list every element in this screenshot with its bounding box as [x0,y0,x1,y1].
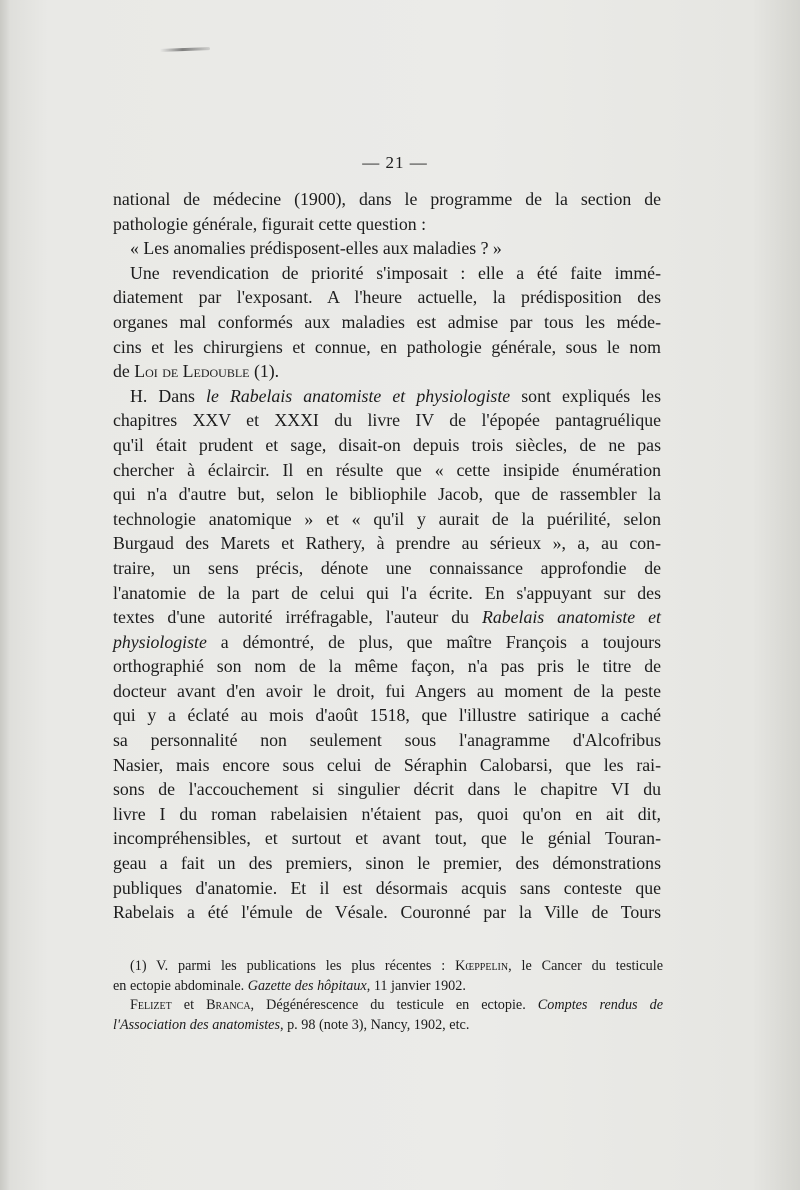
ink-smudge-mark [160,47,210,52]
author-name: Felizet [130,997,172,1013]
text-segment: , p. 98 (note 3), Nancy, 1902, etc. [279,1016,470,1033]
text-line: cins et les chirurgiens et connue, en pathologie générale, sous le nom [113,336,661,357]
text-line: national de médecine (1900), dans le programme de la section de [113,189,661,209]
text-segment: , 11 janvier 1902. [366,977,466,994]
text-segment: H. Dans [130,385,207,406]
text-segment: a démontré, de plus, que maître François a toujours [206,631,661,652]
footnote-line [113,996,663,1016]
text-line [113,359,661,384]
body-text [113,187,661,925]
book-title: physiologiste [113,631,207,652]
text-line: publiques d'anatomie. Et il est désormais acquis sans conteste que [113,877,661,898]
book-title: Rabelais anatomiste et [481,607,661,628]
text-line: chercher à éclaircir. Il en résulte que « cette insipide énumération [113,459,661,480]
text-line: livre I du roman rabelaisien n'étaient pas, quoi qu'on en ait dit, [113,803,661,824]
text-line: Rabelais a été l'émule de Vésale. Couronné par la Ville de Tours [113,902,661,923]
text-line: traire, un sens précis, dénote une connaissance approfondie de [113,557,661,578]
journal-title: l'Association des anatomistes [113,1016,280,1033]
text-line: orthographié son nom de la même façon, n'a pas pris le titre de [113,656,661,677]
page-number: — 21 — [362,153,428,172]
text-line: sons de l'accouchement si singulier décrit dans le chapitre VI du [113,779,661,800]
text-line: qui y a éclaté au mois d'août 1518, que l'illustre satirique a caché [113,705,661,726]
footnote-line [113,957,663,977]
text-segment: de [113,361,135,382]
text-line: geau a fait un des premiers, sinon le premier, des démonstrations [113,853,661,874]
text-line: pathologie générale, figurait cette question : [113,213,427,234]
journal-title: Gazette des hôpitaux [247,977,367,994]
footnote-line [113,977,663,997]
text-line: qu'il était prudent et sage, disait-on depuis trois siècles, de ne pas [113,434,661,455]
text-line [113,630,661,655]
text-line [113,384,661,409]
journal-title: Comptes rendus de [537,997,663,1013]
text-line: incompréhensibles, et surtout et avant tout, que le génial Touran- [113,828,661,849]
text-segment: (1). [249,361,280,382]
author-name: Branca [206,997,251,1013]
text-segment: en ectopie abdominale. [113,977,248,994]
text-line: « Les anomalies prédisposent-elles aux maladies ? » [130,238,502,259]
text-line: qui n'a d'autre but, selon le bibliophile Jacob, que de rassembler la [113,484,661,505]
text-line: Burgaud des Marets et Rathery, à prendre au sérieux », a, au con- [113,533,661,554]
book-title: le Rabelais anatomiste et physiologiste [206,385,511,406]
text-segment: sont expliqués les [510,385,661,406]
page-edge-shadow [0,0,10,1190]
text-line: technologie anatomique » et « qu'il y aurait de la puérilité, selon [113,508,661,529]
footnote-line [113,1016,663,1036]
text-segment: , le Cancer du testicule [508,958,663,974]
text-line: diatement par l'exposant. A l'heure actuelle, la prédisposition des [113,287,661,308]
law-name: Loi de Ledouble [134,361,250,382]
text-line [113,605,661,630]
text-line: l'anatomie de la part de celui qui l'a écrite. En s'appuyant sur des [113,582,661,603]
text-line: docteur avant d'en avoir le droit, fui Angers au moment de la peste [113,680,661,701]
text-line: sa personnalité non seulement sous l'anagramme d'Alcofribus [113,730,661,751]
text-segment: et [171,997,207,1013]
footnotes [113,957,663,1035]
text-segment: (1) V. parmi les publications les plus récentes : [130,958,456,974]
text-segment: , Dégénérescence du testicule en ectopie. [250,997,538,1013]
text-line: Nasier, mais encore sous celui de Séraphin Calobarsi, que les rai- [113,754,661,775]
text-segment: textes d'une autorité irréfragable, l'auteur du [113,607,482,628]
text-line: Une revendication de priorité s'imposait : elle a été faite immé- [130,262,661,283]
author-name: Kœppelin [455,958,509,974]
text-line: organes mal conformés aux maladies est admise par tous les méde- [113,311,661,332]
text-line: chapitres XXV et XXXI du livre IV de l'épopée pantagruélique [113,410,661,431]
